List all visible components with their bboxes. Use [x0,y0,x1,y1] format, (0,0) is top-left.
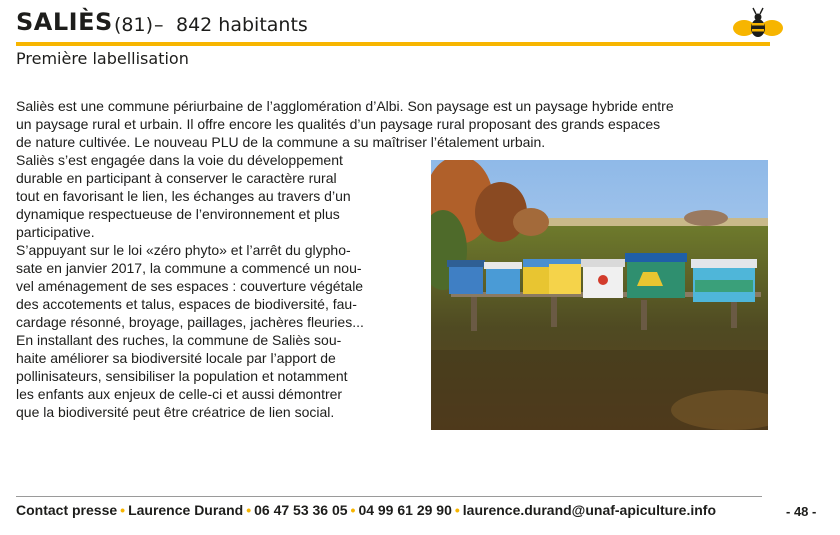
page-number: - 48 - [786,504,817,519]
beehive [523,259,581,294]
beehive [447,260,485,294]
body-line: S’appuyant sur le loi «zéro phyto» et l’arrêt du glypho- [16,242,351,258]
body-line: pollinisateurs, sensibiliser la population et notamment [16,368,348,384]
press-contact [16,502,826,518]
body-line: En installant des ruches, la commune de Saliès sou- [16,332,342,348]
contact-email[interactable]: laurence.durand@unaf-apiculture.info [462,502,716,518]
department-code: (81) [114,14,154,36]
body-line: durable en participant à conserver le caractère rural [16,170,337,186]
body-line: haite améliorer sa biodiversité locale par l’apport de [16,350,336,366]
page-header [16,6,770,42]
beehive [484,262,522,294]
commune-name: SALIÈS [16,8,113,36]
body-line: Saliès s’est engagée dans la voie du développement [16,152,343,168]
contact-phone-2: 04 99 61 29 90 [358,502,452,518]
body-line: que la biodiversité peut être créatrice de lien social. [16,404,335,420]
contact-name: Laurence Durand [128,502,244,518]
title-separator: – [154,14,164,36]
body-line: participative. [16,224,95,240]
bullet-separator: • [120,502,126,518]
bee-icon [732,7,784,41]
inhabitants-count: 842 habitants [176,14,308,36]
bullet-separator: • [246,502,252,518]
body-line: vel aménagement de ses espaces : couverture végétale [16,278,364,294]
subtitle: Première labellisation [16,49,189,68]
bullet-separator: • [454,502,460,518]
beehive [625,253,687,298]
body-line: Saliès est une commune périurbaine de l’agglomération d’Albi. Son paysage est un paysage hybride entre [16,98,674,114]
bullet-separator: • [350,502,356,518]
body-line: un paysage rural et urbain. Il offre encore les qualités d’un paysage rural proposant des grands espaces [16,116,661,132]
footer-rule [16,496,762,497]
body-line: des accotements et talus, espaces de biodiversité, fau- [16,296,357,312]
beehives-photo [431,160,768,430]
contact-label: Contact presse [16,502,118,518]
body-line: tout en favorisant le lien, les échanges au travers d’un [16,188,351,204]
beehive [691,259,757,302]
contact-phone-1: 06 47 53 36 05 [254,502,348,518]
body-line: de nature cultivée. Le nouveau PLU de la commune a su maîtriser l’étalement urbain. [16,134,546,150]
beehive [581,259,625,298]
header-rule [16,42,770,46]
body-line: dynamique respectueuse de l’environnement et plus [16,206,340,222]
body-line: cardage résonné, broyage, paillages, jachères fleuries... [16,314,364,330]
body-line: sate en janvier 2017, la commune a commencé un nou- [16,260,362,276]
body-line: les enfants aux enjeux de celle-ci et aussi démontrer [16,386,343,402]
